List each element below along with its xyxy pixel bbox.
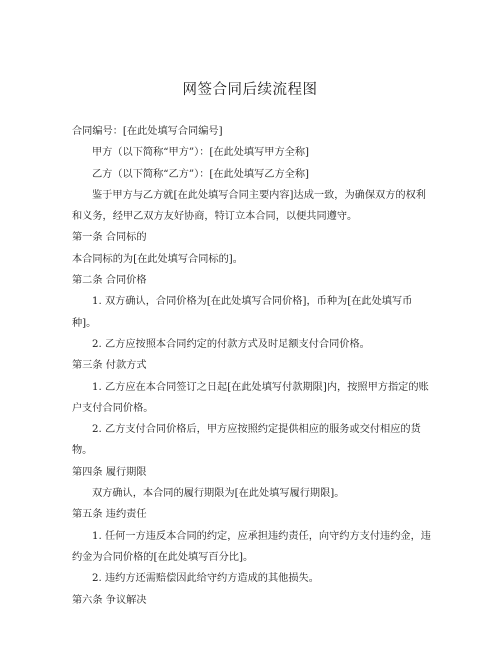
preamble-paragraph: 鉴于甲方与乙方就[在此处填写合同主要内容]达成一致，为确保双方的权利和义务，经甲乙双方友好协商，特订立本合同，以便共同遵守。 — [72, 189, 426, 223]
contract-number-line: 合同编号：[在此处填写合同编号] — [72, 126, 223, 137]
article-2-clause-2: 2. 乙方应按照本合同约定的付款方式及时足额支付合同价格。 — [92, 338, 370, 350]
article-3-heading: 第三条 付款方式 — [72, 360, 147, 372]
article-1-body: 本合同标的为[在此处填写合同标的]。 — [72, 253, 243, 265]
article-3-clause-2: 2. 乙方支付合同价格后，甲方应按照约定提供相应的服务或交付相应的货物。 — [72, 424, 421, 457]
article-5-clause-1: 1. 任何一方违反本合同的约定，应承担违约责任，向守约方支付违约金，违约金为合同价格的[在此处填写百分比]。 — [72, 530, 431, 563]
article-2-heading: 第二条 合同价格 — [72, 275, 147, 287]
article-3-clause-1: 1. 乙方应在本合同签订之日起[在此处填写付款期限]内，按照甲方指定的账户支付合同价格。 — [72, 381, 429, 414]
article-2-clause-1: 1. 双方确认，合同价格为[在此处填写合同价格]，币种为[在此处填写币种]。 — [72, 296, 413, 329]
party-b-line: 乙方（以下简称“乙方”）：[在此处填写乙方全称] — [92, 168, 310, 180]
article-5-heading: 第五条 违约责任 — [72, 509, 147, 521]
article-6-heading: 第六条 争议解决 — [72, 594, 147, 606]
document-title: 网签合同后续流程图 — [182, 82, 318, 98]
article-4-body: 双方确认，本合同的履行期限为[在此处填写履行期限]。 — [92, 488, 345, 500]
document-body — [72, 121, 432, 611]
party-a-line: 甲方（以下简称“甲方”）：[在此处填写甲方全称] — [92, 147, 310, 159]
article-1-heading: 第一条 合同标的 — [72, 232, 147, 244]
article-5-clause-2: 2. 违约方还需赔偿因此给守约方造成的其他损失。 — [92, 573, 319, 585]
article-4-heading: 第四条 履行期限 — [72, 466, 147, 478]
